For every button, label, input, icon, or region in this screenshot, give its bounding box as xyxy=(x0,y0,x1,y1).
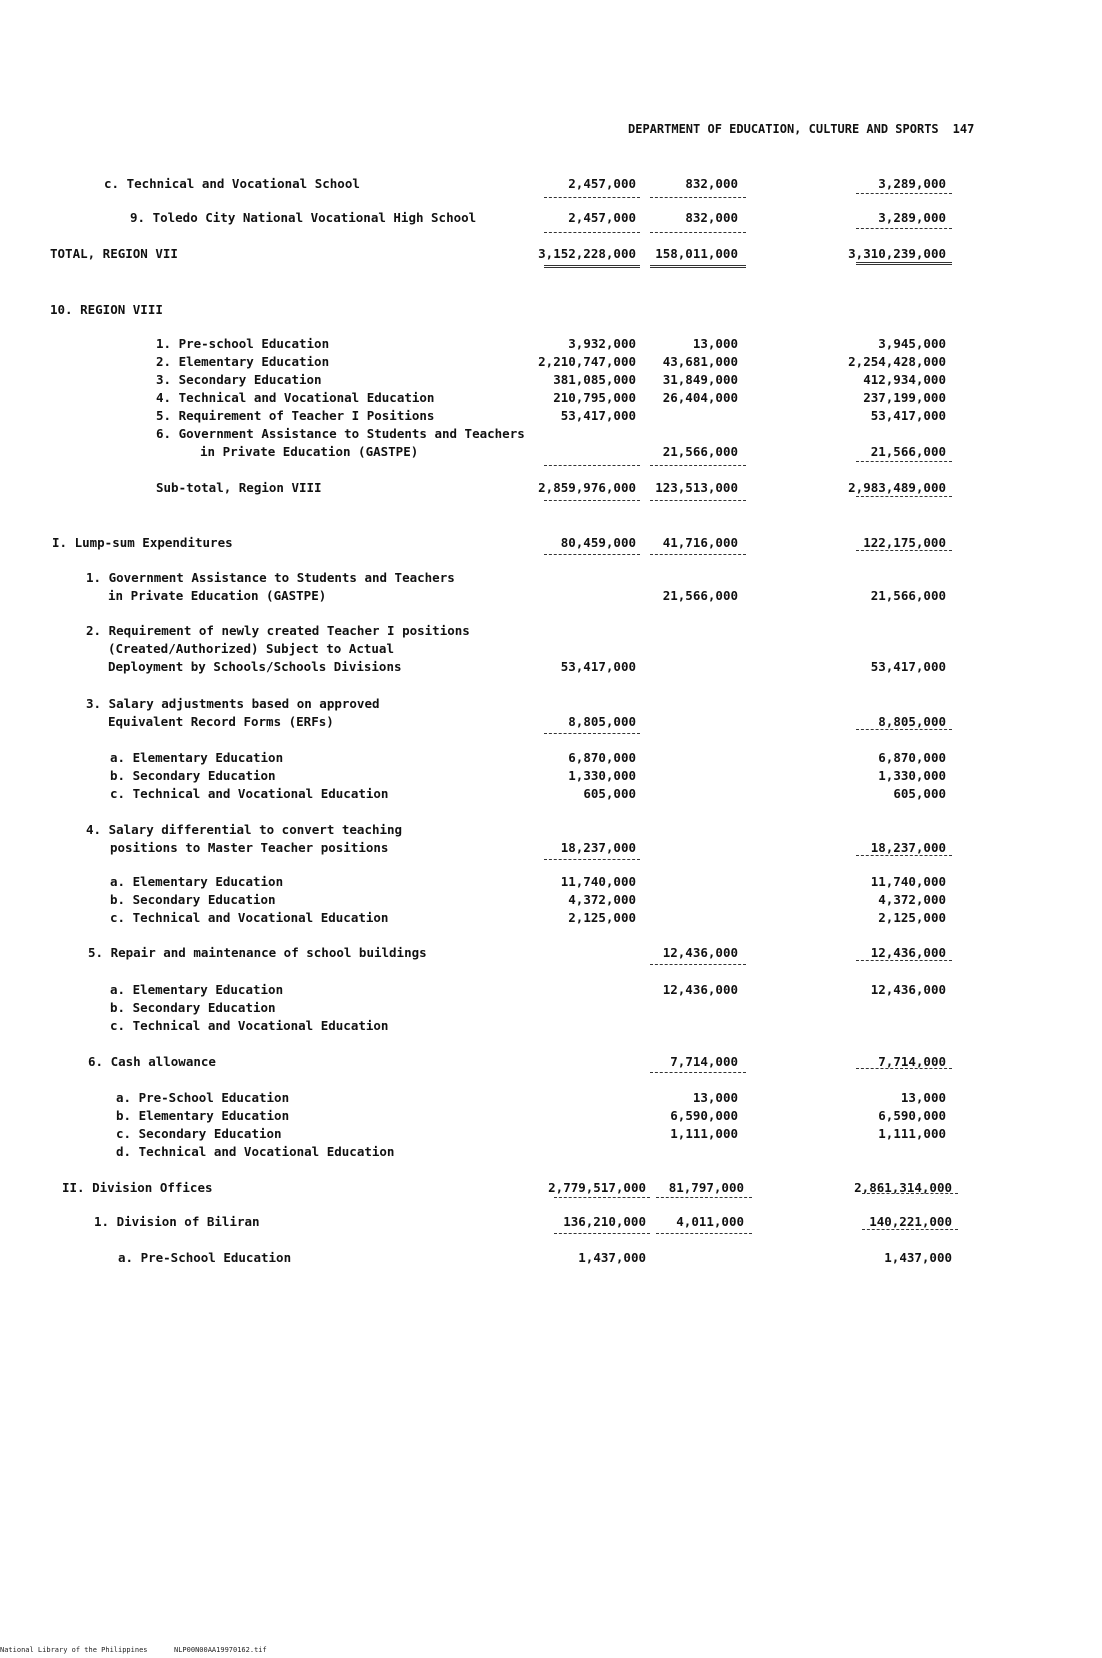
row-label: 6. Cash allowance xyxy=(88,1054,216,1069)
rule xyxy=(544,859,640,860)
table-row xyxy=(0,1214,1102,1230)
rule-double xyxy=(856,262,952,265)
amount-col1: 605,000 xyxy=(583,786,636,801)
amount-col2: 123,513,000 xyxy=(655,480,738,495)
table-row xyxy=(0,910,1102,926)
table-row xyxy=(0,1250,1102,1266)
amount-col1: 18,237,000 xyxy=(560,840,636,855)
amount-col1: 4,372,000 xyxy=(568,892,636,907)
row-label: I. Lump-sum Expenditures xyxy=(52,535,233,550)
row-label: 1. Pre-school Education xyxy=(156,336,330,351)
amount-col3: 8,805,000 xyxy=(878,714,946,729)
amount-col2: 1,111,000 xyxy=(670,1126,738,1141)
page-header xyxy=(628,122,975,136)
subtotal-row xyxy=(0,480,1102,496)
amount-col3: 12,436,000 xyxy=(870,945,946,960)
row-label: 3. Salary adjustments based on approved xyxy=(86,696,380,711)
row-label: a. Pre-School Education xyxy=(118,1250,292,1265)
row-label: Sub-total, Region VIII xyxy=(156,480,322,495)
rule xyxy=(856,461,952,462)
table-row xyxy=(0,982,1102,998)
rule xyxy=(650,500,746,501)
table-row xyxy=(0,588,1102,604)
amount-col1: 1,437,000 xyxy=(578,1250,646,1265)
row-label: a. Pre-School Education xyxy=(116,1090,290,1105)
table-row xyxy=(0,336,1102,352)
amount-col3: 3,289,000 xyxy=(878,210,946,225)
amount-col1: 2,457,000 xyxy=(568,210,636,225)
amount-col3: 3,310,239,000 xyxy=(848,246,946,261)
amount-col3: 3,289,000 xyxy=(878,176,946,191)
amount-col2: 4,011,000 xyxy=(676,1214,744,1229)
table-row xyxy=(0,570,1102,586)
amount-col2: 12,436,000 xyxy=(662,982,738,997)
rule xyxy=(656,1197,752,1198)
row-label: in Private Education (GASTPE) xyxy=(200,444,419,459)
amount-col3: 237,199,000 xyxy=(863,390,946,405)
row-label: b. Secondary Education xyxy=(110,1000,276,1015)
amount-col3: 1,437,000 xyxy=(884,1250,952,1265)
row-label: d. Technical and Vocational Education xyxy=(116,1144,395,1159)
amount-col1: 2,779,517,000 xyxy=(548,1180,646,1195)
row-label: 3. Secondary Education xyxy=(156,372,322,387)
amount-col3: 3,945,000 xyxy=(878,336,946,351)
amount-col3: 13,000 xyxy=(900,1090,946,1105)
rule xyxy=(650,197,746,198)
row-label: (Created/Authorized) Subject to Actual xyxy=(108,641,394,656)
footer-library: National Library of the Philippines xyxy=(0,1646,148,1654)
amount-col3: 7,714,000 xyxy=(878,1054,946,1069)
row-label: 2. Elementary Education xyxy=(156,354,330,369)
table-row xyxy=(0,390,1102,406)
table-row xyxy=(0,786,1102,802)
amount-col3: 53,417,000 xyxy=(870,659,946,674)
amount-col3: 21,566,000 xyxy=(870,588,946,603)
table-row xyxy=(0,372,1102,388)
row-label: b. Secondary Education xyxy=(110,768,276,783)
row-label: b. Elementary Education xyxy=(116,1108,290,1123)
row-label: 6. Government Assistance to Students and Teachers xyxy=(156,426,525,441)
page-number: 147 xyxy=(952,122,975,136)
rule xyxy=(650,232,746,233)
amount-col1: 136,210,000 xyxy=(563,1214,646,1229)
row-label: b. Secondary Education xyxy=(110,892,276,907)
row-label: II. Division Offices xyxy=(62,1180,213,1195)
row-label: a. Elementary Education xyxy=(110,874,284,889)
row-label: c. Technical and Vocational Education xyxy=(110,786,389,801)
amount-col3: 122,175,000 xyxy=(863,535,946,550)
amount-col1: 2,125,000 xyxy=(568,910,636,925)
amount-col2: 26,404,000 xyxy=(662,390,738,405)
amount-col3: 53,417,000 xyxy=(870,408,946,423)
row-label: Equivalent Record Forms (ERFs) xyxy=(108,714,334,729)
amount-col1: 6,870,000 xyxy=(568,750,636,765)
table-row xyxy=(0,750,1102,766)
amount-col2: 12,436,000 xyxy=(662,945,738,960)
row-label: c. Technical and Vocational School xyxy=(104,176,360,191)
rule xyxy=(856,193,952,194)
amount-col2: 13,000 xyxy=(692,1090,738,1105)
rule xyxy=(544,554,640,555)
amount-col3: 11,740,000 xyxy=(870,874,946,889)
rule xyxy=(554,1233,650,1234)
row-label: 9. Toledo City National Vocational High School xyxy=(130,210,477,225)
table-row xyxy=(0,1000,1102,1016)
table-row xyxy=(0,874,1102,890)
rule xyxy=(656,1233,752,1234)
row-label: 4. Technical and Vocational Education xyxy=(156,390,435,405)
amount-col3: 6,590,000 xyxy=(878,1108,946,1123)
amount-col2: 832,000 xyxy=(685,176,738,191)
rule xyxy=(856,228,952,229)
table-row xyxy=(0,1108,1102,1124)
table-row xyxy=(0,623,1102,639)
section-heading xyxy=(0,535,1102,551)
amount-col2: 832,000 xyxy=(685,210,738,225)
row-label: 1. Government Assistance to Students and Teachers xyxy=(86,570,455,585)
amount-col1: 53,417,000 xyxy=(560,408,636,423)
amount-col3: 18,237,000 xyxy=(870,840,946,855)
amount-col2: 43,681,000 xyxy=(662,354,738,369)
row-label: 4. Salary differential to convert teaching xyxy=(86,822,403,837)
rule xyxy=(544,197,640,198)
table-row xyxy=(0,840,1102,856)
amount-col3: 2,861,314,000 xyxy=(854,1180,952,1195)
row-label: 5. Repair and maintenance of school buildings xyxy=(88,945,427,960)
rule xyxy=(862,1229,958,1230)
table-row xyxy=(0,354,1102,370)
amount-col3: 2,254,428,000 xyxy=(848,354,946,369)
amount-col1: 80,459,000 xyxy=(560,535,636,550)
row-label: 1. Division of Biliran xyxy=(94,1214,260,1229)
table-row xyxy=(0,714,1102,730)
table-row xyxy=(0,408,1102,424)
row-label: positions to Master Teacher positions xyxy=(110,840,389,855)
footer-file: NLP00N00AA19970162.tif xyxy=(174,1646,267,1654)
amount-col2: 7,714,000 xyxy=(670,1054,738,1069)
rule xyxy=(650,465,746,466)
row-label: a. Elementary Education xyxy=(110,982,284,997)
amount-col3: 140,221,000 xyxy=(869,1214,952,1229)
amount-col2: 21,566,000 xyxy=(662,444,738,459)
table-row xyxy=(0,659,1102,675)
amount-col3: 605,000 xyxy=(893,786,946,801)
amount-col2: 21,566,000 xyxy=(662,588,738,603)
rule xyxy=(856,1068,952,1069)
rule xyxy=(544,465,640,466)
rule xyxy=(650,964,746,965)
table-row xyxy=(0,1144,1102,1160)
rule xyxy=(650,554,746,555)
amount-col1: 2,859,976,000 xyxy=(538,480,636,495)
amount-col1: 11,740,000 xyxy=(560,874,636,889)
row-label: c. Technical and Vocational Education xyxy=(110,1018,389,1033)
rule xyxy=(544,232,640,233)
table-row xyxy=(0,1018,1102,1034)
table-row xyxy=(0,696,1102,712)
rule xyxy=(544,733,640,734)
table-row xyxy=(0,426,1102,442)
rule xyxy=(856,550,952,551)
amount-col1: 8,805,000 xyxy=(568,714,636,729)
section-heading xyxy=(0,302,1102,318)
amount-col1: 3,932,000 xyxy=(568,336,636,351)
amount-col2: 13,000 xyxy=(692,336,738,351)
row-label: c. Secondary Education xyxy=(116,1126,282,1141)
table-row xyxy=(0,1126,1102,1142)
amount-col1: 53,417,000 xyxy=(560,659,636,674)
amount-col3: 412,934,000 xyxy=(863,372,946,387)
rule-double xyxy=(650,265,746,268)
amount-col3: 2,983,489,000 xyxy=(848,480,946,495)
row-label: c. Technical and Vocational Education xyxy=(110,910,389,925)
amount-col3: 1,111,000 xyxy=(878,1126,946,1141)
rule xyxy=(856,960,952,961)
rule xyxy=(856,855,952,856)
table-row xyxy=(0,945,1102,961)
page-title: DEPARTMENT OF EDUCATION, CULTURE AND SPORTS xyxy=(628,122,939,136)
table-row xyxy=(0,768,1102,784)
table-row xyxy=(0,176,1102,192)
row-label: in Private Education (GASTPE) xyxy=(108,588,327,603)
row-label: TOTAL, REGION VII xyxy=(50,246,178,261)
amount-col3: 1,330,000 xyxy=(878,768,946,783)
amount-col2: 6,590,000 xyxy=(670,1108,738,1123)
table-row xyxy=(0,210,1102,226)
table-row xyxy=(0,246,1102,262)
amount-col2: 41,716,000 xyxy=(662,535,738,550)
amount-col3: 12,436,000 xyxy=(870,982,946,997)
row-label: 5. Requirement of Teacher I Positions xyxy=(156,408,435,423)
table-row xyxy=(0,892,1102,908)
table-row xyxy=(0,1090,1102,1106)
rule xyxy=(650,1072,746,1073)
row-label: Deployment by Schools/Schools Divisions xyxy=(108,659,402,674)
rule xyxy=(862,1193,958,1194)
rule xyxy=(856,729,952,730)
table-row xyxy=(0,641,1102,657)
row-label: 2. Requirement of newly created Teacher I positions xyxy=(86,623,470,638)
rule xyxy=(544,500,640,501)
amount-col3: 2,125,000 xyxy=(878,910,946,925)
amount-col3: 4,372,000 xyxy=(878,892,946,907)
amount-col2: 31,849,000 xyxy=(662,372,738,387)
footer xyxy=(0,1646,1102,1654)
amount-col3: 6,870,000 xyxy=(878,750,946,765)
amount-col1: 2,210,747,000 xyxy=(538,354,636,369)
amount-col1: 210,795,000 xyxy=(553,390,636,405)
row-label: 10. REGION VIII xyxy=(50,302,163,317)
table-row xyxy=(0,444,1102,460)
rule xyxy=(554,1197,650,1198)
amount-col2: 81,797,000 xyxy=(668,1180,744,1195)
amount-col1: 3,152,228,000 xyxy=(538,246,636,261)
amount-col2: 158,011,000 xyxy=(655,246,738,261)
amount-col3: 21,566,000 xyxy=(870,444,946,459)
rule xyxy=(856,496,952,497)
rule-double xyxy=(544,265,640,268)
amount-col1: 1,330,000 xyxy=(568,768,636,783)
table-row xyxy=(0,822,1102,838)
row-label: a. Elementary Education xyxy=(110,750,284,765)
amount-col1: 381,085,000 xyxy=(553,372,636,387)
amount-col1: 2,457,000 xyxy=(568,176,636,191)
